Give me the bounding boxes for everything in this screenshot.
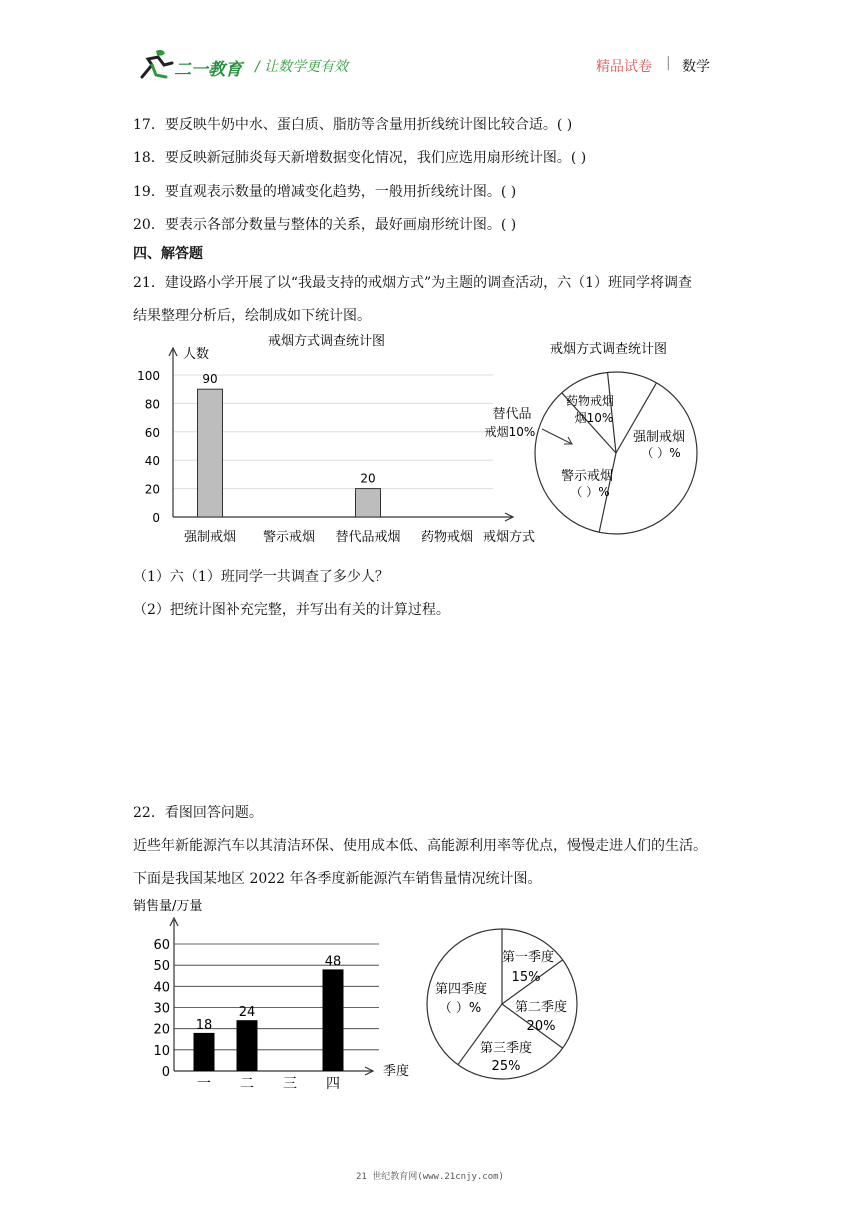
y-tick-label: 10 — [153, 1043, 170, 1059]
y-tick-label: 60 — [153, 938, 170, 953]
x-tick-label: 四 — [326, 1076, 340, 1092]
y-axis-label: 销售量/万量 — [133, 899, 203, 914]
x-axis-label: 戒烟方式 — [483, 530, 536, 545]
y-tick-label: 20 — [144, 482, 160, 497]
y-tick-label: 40 — [153, 980, 170, 996]
smoking-pie-chart — [470, 332, 710, 542]
y-tick-label: 80 — [144, 397, 160, 412]
chart-title: 戒烟方式调查统计图 — [268, 334, 386, 349]
pie-slice-value: （ ）% — [438, 1001, 482, 1016]
x-tick-label: 警示戒烟 — [262, 530, 316, 545]
runner-logo-icon — [136, 47, 176, 81]
pie-slice-value: （ ）% — [570, 485, 610, 499]
question-20: 20．要表示各部分数量与整体的关系，最好画扇形统计图。( ) — [133, 217, 517, 233]
q22-line1: 22．看图回答问题。 — [133, 805, 263, 821]
pie-slice-label: 强制戒烟 — [632, 430, 686, 445]
q21-sub2: （2）把统计图补充完整，并写出有关的计算过程。 — [133, 602, 450, 618]
y-tick-label: 60 — [144, 425, 160, 440]
pie-slice-label: 第一季度 — [501, 950, 555, 965]
pie-slice-label: 第四季度 — [434, 982, 488, 997]
x-tick-label: 药物戒烟 — [420, 530, 474, 545]
page-footer: 21 世纪教育网(www.21cnjy.com) — [356, 1172, 504, 1182]
pie-slice-value: 15% — [511, 970, 541, 985]
header-divider: | — [666, 55, 671, 71]
bar — [198, 389, 223, 517]
pie-slice-value: 25% — [491, 1059, 521, 1074]
pie-slice-value: 20% — [526, 1019, 556, 1034]
x-tick-label: 强制戒烟 — [183, 530, 237, 545]
y-tick-label: 100 — [137, 369, 160, 383]
data-label: 24 — [238, 1005, 256, 1021]
pie-slice-label: 药物戒烟 — [565, 394, 615, 408]
x-tick-label: 替代品戒烟 — [335, 530, 401, 545]
sales-pie-chart — [420, 925, 590, 1085]
logo-text: 二一教育 — [174, 60, 242, 80]
pie-slice-label: 替代品 — [492, 407, 532, 422]
q21-sub1: （1）六（1）班同学一共调查了多少人？ — [133, 569, 389, 585]
x-tick-label: 一 — [197, 1076, 211, 1092]
q21-line1: 21．建设路小学开展了以“我最支持的戒烟方式”为主题的调查活动，六（1）班同学将调查 — [133, 275, 693, 291]
pie-slice-label: 警示戒烟 — [560, 469, 614, 484]
data-label: 20 — [360, 471, 376, 486]
pie-slice-label: 第二季度 — [514, 1000, 568, 1015]
q21-line2: 结果整理分析后，绘制成如下统计图。 — [133, 308, 371, 324]
y-tick-label: 30 — [153, 1001, 170, 1017]
data-label: 90 — [202, 372, 218, 387]
logo-slogan: / 让数学更有效 — [255, 59, 349, 75]
y-tick-label: 50 — [153, 959, 170, 975]
header-tag: 精品试卷 — [596, 59, 652, 75]
bar — [356, 489, 381, 517]
y-tick-label: 40 — [144, 454, 160, 469]
header-subject: 数学 — [682, 59, 710, 75]
pie-slice-value: 戒烟10% — [484, 425, 536, 439]
bar — [237, 1020, 258, 1071]
bar — [194, 1033, 215, 1071]
section-title: 四、解答题 — [133, 246, 203, 262]
q22-line2: 近些年新能源汽车以其清洁环保、使用成本低、高能源利用率等优点，慢慢走进人们的生活。 — [133, 838, 707, 854]
x-tick-label: 二 — [240, 1076, 254, 1092]
data-label: 48 — [324, 954, 342, 970]
pie-slice-label: 第三季度 — [479, 1041, 533, 1056]
pie-slice-value: 烟10% — [574, 411, 614, 425]
q22-line3: 下面是我国某地区 2022 年各季度新能源汽车销售量情况统计图。 — [133, 871, 542, 887]
chart-title: 戒烟方式调查统计图 — [550, 342, 668, 357]
question-17: 17．要反映牛奶中水、蛋白质、脂肪等含量用折线统计图比较合适。( ) — [133, 117, 573, 133]
x-axis-label: 季度 — [383, 1064, 410, 1079]
bar — [323, 969, 344, 1071]
data-label: 18 — [195, 1017, 213, 1033]
sales-bar-chart — [133, 892, 423, 1092]
y-axis-label: 人数 — [183, 347, 210, 362]
y-tick-label: 0 — [161, 1065, 170, 1080]
y-tick-label: 20 — [153, 1022, 170, 1038]
question-18: 18．要反映新冠肺炎每天新增数据变化情况，我们应选用扇形统计图。( ) — [133, 150, 587, 166]
y-tick-label: 0 — [152, 511, 160, 525]
pie-slice-value: （ ）% — [641, 446, 681, 460]
question-19: 19．要直观表示数量的增减变化趋势，一般用折线统计图。( ) — [133, 184, 517, 200]
x-tick-label: 三 — [283, 1076, 297, 1092]
